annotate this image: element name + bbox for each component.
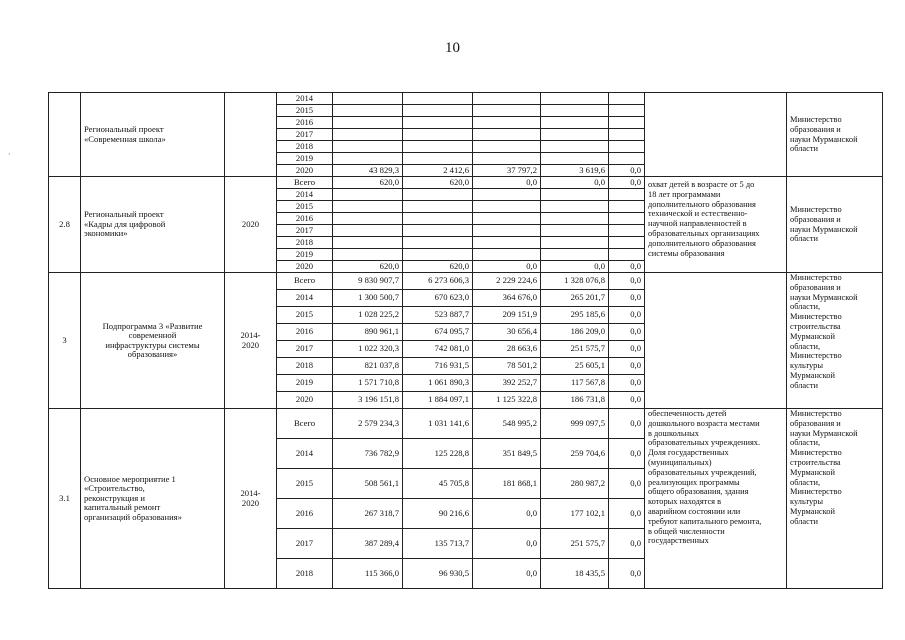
value-cell bbox=[541, 225, 609, 237]
value-cell: 0,0 bbox=[609, 392, 645, 409]
year-cell: Всего bbox=[277, 409, 333, 439]
year-cell: 2020 bbox=[277, 392, 333, 409]
value-cell bbox=[473, 237, 541, 249]
item-name-text: Региональный проект «Кадры для цифровой экономики» bbox=[84, 209, 166, 239]
year-cell: 2019 bbox=[277, 153, 333, 165]
value-cell: 267 318,7 bbox=[333, 499, 403, 529]
executor-text: Министерство образования и науки Мурманской области, Министерство строительства Мурманской области, Министерство культуры Мурманской области bbox=[790, 409, 858, 526]
value-cell: 364 676,0 bbox=[473, 290, 541, 307]
value-cell: 0,0 bbox=[609, 529, 645, 559]
value-cell bbox=[403, 105, 473, 117]
item-number-text: 2.8 bbox=[59, 218, 70, 229]
value-cell: 0,0 bbox=[609, 375, 645, 392]
value-cell bbox=[609, 249, 645, 261]
value-cell: 1 022 320,3 bbox=[333, 341, 403, 358]
value-cell: 96 930,5 bbox=[403, 559, 473, 589]
value-cell: 0,0 bbox=[609, 439, 645, 469]
year-cell: 2016 bbox=[277, 324, 333, 341]
indicator-cell bbox=[645, 273, 787, 409]
item-period-text: 2020 bbox=[241, 218, 260, 229]
table-row bbox=[49, 177, 883, 189]
value-cell: 186 731,8 bbox=[541, 392, 609, 409]
value-cell: 1 031 141,6 bbox=[403, 409, 473, 439]
year-cell: 2019 bbox=[277, 375, 333, 392]
value-cell bbox=[473, 141, 541, 153]
value-cell: 0,0 bbox=[473, 499, 541, 529]
item-name-text: Региональный проект «Современная школа» bbox=[84, 124, 166, 144]
value-cell: 0,0 bbox=[609, 499, 645, 529]
value-cell bbox=[541, 117, 609, 129]
year-cell: 2016 bbox=[277, 499, 333, 529]
value-cell: 620,0 bbox=[403, 261, 473, 273]
value-cell: 0,0 bbox=[609, 559, 645, 589]
value-cell bbox=[403, 237, 473, 249]
value-cell bbox=[403, 225, 473, 237]
value-cell: 43 829,3 bbox=[333, 165, 403, 177]
value-cell: 523 887,7 bbox=[403, 307, 473, 324]
value-cell: 2 412,6 bbox=[403, 165, 473, 177]
value-cell: 1 328 076,8 bbox=[541, 273, 609, 290]
value-cell bbox=[541, 189, 609, 201]
value-cell: 251 575,7 bbox=[541, 529, 609, 559]
value-cell bbox=[609, 105, 645, 117]
year-cell: 2018 bbox=[277, 358, 333, 375]
value-cell bbox=[541, 249, 609, 261]
value-cell bbox=[403, 93, 473, 105]
value-cell: 0,0 bbox=[609, 165, 645, 177]
item-period-text: 2014- 2020 bbox=[240, 330, 261, 350]
value-cell bbox=[609, 93, 645, 105]
value-cell: 0,0 bbox=[473, 559, 541, 589]
value-cell bbox=[333, 117, 403, 129]
year-cell: 2017 bbox=[277, 225, 333, 237]
year-cell: 2014 bbox=[277, 439, 333, 469]
value-cell bbox=[541, 105, 609, 117]
year-cell: 2014 bbox=[277, 93, 333, 105]
value-cell: 6 273 606,3 bbox=[403, 273, 473, 290]
value-cell: 670 623,0 bbox=[403, 290, 473, 307]
value-cell bbox=[609, 189, 645, 201]
year-cell: 2016 bbox=[277, 117, 333, 129]
value-cell: 295 185,6 bbox=[541, 307, 609, 324]
value-cell bbox=[609, 213, 645, 225]
value-cell bbox=[333, 213, 403, 225]
value-cell: 28 663,6 bbox=[473, 341, 541, 358]
year-cell: 2017 bbox=[277, 341, 333, 358]
value-cell bbox=[333, 141, 403, 153]
value-cell bbox=[473, 249, 541, 261]
value-cell: 0,0 bbox=[541, 261, 609, 273]
value-cell: 3 619,6 bbox=[541, 165, 609, 177]
value-cell bbox=[403, 201, 473, 213]
value-cell: 1 571 710,8 bbox=[333, 375, 403, 392]
value-cell bbox=[333, 201, 403, 213]
value-cell bbox=[473, 93, 541, 105]
value-cell: 0,0 bbox=[541, 177, 609, 189]
item-name bbox=[81, 93, 225, 177]
value-cell bbox=[609, 117, 645, 129]
value-cell: 1 125 322,8 bbox=[473, 392, 541, 409]
value-cell bbox=[333, 153, 403, 165]
indicator-cell bbox=[645, 93, 787, 177]
value-cell: 0,0 bbox=[609, 469, 645, 499]
item-period-text: 2014- 2020 bbox=[240, 488, 261, 508]
executor-text: Министерство образования и науки Мурманской области bbox=[790, 114, 858, 154]
value-cell: 9 830 907,7 bbox=[333, 273, 403, 290]
year-cell: 2015 bbox=[277, 105, 333, 117]
item-period bbox=[225, 409, 277, 589]
value-cell bbox=[541, 129, 609, 141]
value-cell bbox=[473, 225, 541, 237]
value-cell bbox=[609, 237, 645, 249]
value-cell: 2 579 234,3 bbox=[333, 409, 403, 439]
value-cell bbox=[403, 153, 473, 165]
value-cell: 1 884 097,1 bbox=[403, 392, 473, 409]
value-cell: 387 289,4 bbox=[333, 529, 403, 559]
value-cell: 0,0 bbox=[473, 177, 541, 189]
value-cell: 0,0 bbox=[609, 177, 645, 189]
value-cell bbox=[541, 141, 609, 153]
item-number-text: 3 bbox=[62, 334, 67, 345]
value-cell: 508 561,1 bbox=[333, 469, 403, 499]
value-cell bbox=[333, 225, 403, 237]
value-cell bbox=[333, 189, 403, 201]
table-body bbox=[49, 93, 883, 589]
executor-cell bbox=[787, 93, 883, 177]
item-name bbox=[81, 273, 225, 409]
value-cell bbox=[541, 201, 609, 213]
value-cell: 890 961,1 bbox=[333, 324, 403, 341]
value-cell bbox=[609, 153, 645, 165]
value-cell: 30 656,4 bbox=[473, 324, 541, 341]
value-cell: 177 102,1 bbox=[541, 499, 609, 529]
value-cell: 45 705,8 bbox=[403, 469, 473, 499]
table-row bbox=[49, 409, 883, 439]
item-period bbox=[225, 177, 277, 273]
year-cell: 2019 bbox=[277, 249, 333, 261]
value-cell bbox=[473, 201, 541, 213]
item-name-text: Подпрограмма 3 «Развитие современной инфраструктуры системы образования» bbox=[102, 320, 203, 359]
item-number-text: 3.1 bbox=[59, 492, 70, 503]
value-cell: 280 987,2 bbox=[541, 469, 609, 499]
value-cell bbox=[541, 237, 609, 249]
table-row bbox=[49, 273, 883, 290]
value-cell: 0,0 bbox=[609, 409, 645, 439]
value-cell: 25 605,1 bbox=[541, 358, 609, 375]
year-cell: 2014 bbox=[277, 290, 333, 307]
year-cell: 2018 bbox=[277, 237, 333, 249]
table-row bbox=[49, 93, 883, 105]
item-number bbox=[49, 409, 81, 589]
page-number: 10 bbox=[445, 40, 460, 56]
value-cell: 736 782,9 bbox=[333, 439, 403, 469]
indicator-text: обеспеченность детей дошкольного возраста местами в дошкольных образовательных учреждениях. Доля государственных (муниципальных) образовательных учреждений, реализующих программы общего образования, здания которых находятся в аварийном состоянии или требуют капитального ремонта, в общей численности государственных bbox=[648, 409, 762, 546]
value-cell: 0,0 bbox=[609, 358, 645, 375]
year-cell: 2020 bbox=[277, 165, 333, 177]
value-cell: 1 061 890,3 bbox=[403, 375, 473, 392]
value-cell: 620,0 bbox=[403, 177, 473, 189]
year-cell: 2015 bbox=[277, 469, 333, 499]
value-cell bbox=[333, 249, 403, 261]
value-cell: 78 501,2 bbox=[473, 358, 541, 375]
value-cell: 259 704,6 bbox=[541, 439, 609, 469]
executor-cell bbox=[787, 409, 883, 589]
value-cell bbox=[541, 153, 609, 165]
value-cell: 742 081,0 bbox=[403, 341, 473, 358]
executor-text: Министерство образования и науки Мурманской области, Министерство строительства Мурманской области, Министерство культуры Мурманской области bbox=[790, 273, 858, 390]
stray-mark: · bbox=[8, 150, 11, 159]
year-cell: 2018 bbox=[277, 559, 333, 589]
item-name-text: Основное мероприятие 1 «Строительство, реконструкция и капитальный ремонт организаций образования» bbox=[84, 473, 182, 522]
item-number bbox=[49, 273, 81, 409]
item-name bbox=[81, 177, 225, 273]
item-number bbox=[49, 177, 81, 273]
value-cell bbox=[473, 129, 541, 141]
value-cell: 251 575,7 bbox=[541, 341, 609, 358]
value-cell bbox=[473, 213, 541, 225]
value-cell: 0,0 bbox=[473, 261, 541, 273]
value-cell: 0,0 bbox=[609, 261, 645, 273]
value-cell: 115 366,0 bbox=[333, 559, 403, 589]
indicator-cell bbox=[645, 177, 787, 273]
value-cell bbox=[333, 93, 403, 105]
value-cell: 3 196 151,8 bbox=[333, 392, 403, 409]
value-cell: 999 097,5 bbox=[541, 409, 609, 439]
value-cell: 620,0 bbox=[333, 177, 403, 189]
value-cell bbox=[541, 93, 609, 105]
value-cell bbox=[473, 117, 541, 129]
value-cell: 1 028 225,2 bbox=[333, 307, 403, 324]
value-cell: 0,0 bbox=[609, 290, 645, 307]
value-cell bbox=[403, 189, 473, 201]
executor-cell bbox=[787, 177, 883, 273]
value-cell: 37 797,2 bbox=[473, 165, 541, 177]
value-cell bbox=[403, 117, 473, 129]
value-cell: 2 229 224,6 bbox=[473, 273, 541, 290]
year-cell: 2016 bbox=[277, 213, 333, 225]
executor-cell bbox=[787, 273, 883, 409]
year-cell: 2018 bbox=[277, 141, 333, 153]
year-cell: 2015 bbox=[277, 201, 333, 213]
indicator-text: охват детей в возрасте от 5 до 18 лет программами дополнительного образования технической и естественно- научной направленностей в образовательных организациях дополнительного образования системы образования bbox=[648, 180, 760, 258]
executor-text: Министерство образования и науки Мурманской области bbox=[790, 204, 858, 244]
value-cell bbox=[403, 129, 473, 141]
value-cell: 90 216,6 bbox=[403, 499, 473, 529]
value-cell bbox=[333, 105, 403, 117]
value-cell: 125 228,8 bbox=[403, 439, 473, 469]
value-cell: 351 849,5 bbox=[473, 439, 541, 469]
year-cell: 2017 bbox=[277, 529, 333, 559]
year-cell: Всего bbox=[277, 273, 333, 290]
program-table bbox=[48, 92, 883, 589]
value-cell bbox=[403, 249, 473, 261]
value-cell: 0,0 bbox=[609, 341, 645, 358]
value-cell bbox=[609, 201, 645, 213]
value-cell: 0,0 bbox=[609, 307, 645, 324]
value-cell: 186 209,0 bbox=[541, 324, 609, 341]
value-cell bbox=[473, 189, 541, 201]
value-cell: 181 868,1 bbox=[473, 469, 541, 499]
year-cell: 2020 bbox=[277, 261, 333, 273]
value-cell bbox=[403, 213, 473, 225]
item-period bbox=[225, 273, 277, 409]
year-cell: Всего bbox=[277, 177, 333, 189]
item-period bbox=[225, 93, 277, 177]
year-cell: 2017 bbox=[277, 129, 333, 141]
value-cell: 135 713,7 bbox=[403, 529, 473, 559]
value-cell: 0,0 bbox=[609, 324, 645, 341]
value-cell: 392 252,7 bbox=[473, 375, 541, 392]
item-number bbox=[49, 93, 81, 177]
year-cell: 2014 bbox=[277, 189, 333, 201]
value-cell: 209 151,9 bbox=[473, 307, 541, 324]
value-cell: 674 095,7 bbox=[403, 324, 473, 341]
value-cell: 0,0 bbox=[473, 529, 541, 559]
value-cell: 821 037,8 bbox=[333, 358, 403, 375]
value-cell bbox=[609, 129, 645, 141]
value-cell bbox=[473, 153, 541, 165]
item-name bbox=[81, 409, 225, 589]
value-cell: 265 201,7 bbox=[541, 290, 609, 307]
value-cell bbox=[403, 141, 473, 153]
value-cell: 548 995,2 bbox=[473, 409, 541, 439]
value-cell bbox=[333, 129, 403, 141]
value-cell bbox=[609, 225, 645, 237]
value-cell bbox=[609, 141, 645, 153]
value-cell: 620,0 bbox=[333, 261, 403, 273]
value-cell: 716 931,5 bbox=[403, 358, 473, 375]
value-cell bbox=[473, 105, 541, 117]
indicator-cell bbox=[645, 409, 787, 589]
value-cell: 1 300 500,7 bbox=[333, 290, 403, 307]
value-cell: 0,0 bbox=[609, 273, 645, 290]
value-cell bbox=[333, 237, 403, 249]
year-cell: 2015 bbox=[277, 307, 333, 324]
value-cell: 18 435,5 bbox=[541, 559, 609, 589]
value-cell bbox=[541, 213, 609, 225]
value-cell: 117 567,8 bbox=[541, 375, 609, 392]
